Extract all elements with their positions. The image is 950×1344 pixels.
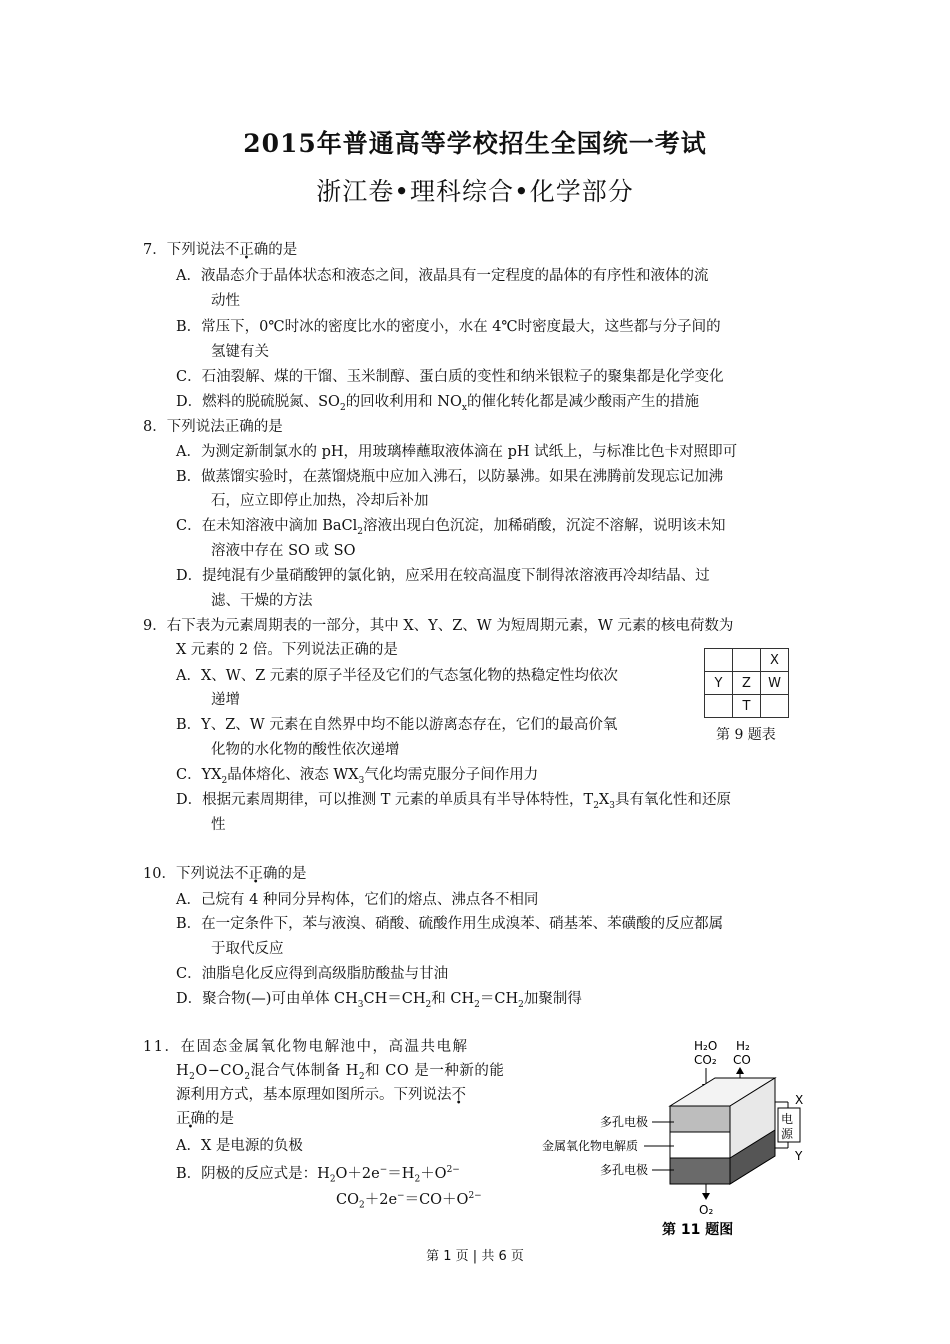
q9-stem-cont: X 元素的 2 倍。下列说法正确的是 (176, 642, 398, 658)
page-title: 2015年普通高等学校招生全国统一考试 (243, 129, 707, 158)
q7-option-c: C．石油裂解、煤的干馏、玉米制醇、蛋白质的变性和纳米银粒子的聚集都是化学变化 (176, 369, 724, 385)
figure-output-o2: O₂ (699, 1203, 714, 1217)
q10-stem: 10．下列说法不正确的是 (143, 866, 307, 882)
q9-option-b: B．Y、Z、W 元素在自然界中均不能以游离态存在，它们的最高价氧 (176, 717, 618, 733)
label-electrode-top: 多孔电极 (600, 1115, 649, 1129)
figure-input-co2: CO₂ (694, 1053, 717, 1067)
q8-option-a: A．为测定新制氯水的 pH，用玻璃棒蘸取液体滴在 pH 试纸上，与标准比色卡对照即可 (176, 444, 738, 460)
page-subtitle: 浙江卷•理科综合•化学部分 (316, 177, 634, 206)
q9-option-d: D．根据元素周期律，可以推测 T 元素的单质具有半导体特性，$T_2X_3$具有氧化性和还原 (176, 792, 731, 811)
table-caption: 第 9 题表 (716, 727, 776, 743)
label-electrolyte: 金属氧化物电解质 (542, 1139, 639, 1153)
table-cell (705, 695, 733, 718)
electrode-top (670, 1106, 730, 1132)
q11-option-b: B．阴极的反应式是：$H_2O+2e^-=H_2+O^{2-}$ (176, 1165, 460, 1185)
q9-option-d-cont: 性 (211, 817, 226, 833)
q9-option-b-cont: 化物的水化物的酸性依次递增 (211, 742, 400, 758)
figure-output-h2: H₂ (736, 1039, 750, 1053)
q11-stem-cont: 源利用方式，基本原理如图所示。下列说法不 (176, 1087, 466, 1103)
q11-option-b-cont: $CO_2+2e^-=CO+O^{2-}$ (336, 1191, 482, 1211)
terminal-y: Y (795, 1149, 803, 1163)
q11-stem-cont: $H_2O-CO_2$混合气体制备 $H_2$和 CO 是一种新的能 (176, 1063, 505, 1082)
q8-option-d-cont: 滤、干燥的方法 (211, 593, 313, 609)
arrow-o2-head-icon (702, 1193, 710, 1200)
q9-stem: 9．右下表为元素周期表的一部分，其中 X、Y、Z、W 为短周期元素，W 元素的核电荷数为 (143, 618, 734, 634)
figure-input-h2o: H₂O (694, 1039, 718, 1053)
q8-option-d: D．提纯混有少量硝酸钾的氯化钠，应采用在较高温度下制得浓溶液再冷却结晶、过 (176, 568, 710, 584)
q8-stem: 8．下列说法正确的是 (143, 419, 283, 435)
power-label-1: 电 (781, 1112, 794, 1126)
q8-option-c-cont: 溶液中存在 SO 或 SO (211, 543, 356, 559)
table-cell: Z (733, 672, 761, 695)
electrolyte-layer (670, 1132, 730, 1158)
table-cell (705, 649, 733, 672)
q8-option-c: C．在未知溶液中滴加 BaCl$_2$溶液出现白色沉淀，加稀硝酸，沉淀不溶解，说明该未知 (176, 518, 726, 537)
table-cell: Y (705, 672, 733, 695)
q9-option-a-cont: 递增 (211, 692, 240, 708)
q10-option-d: D．聚合物(—)可由单体 $CH_3CH=CH_2$和 $CH_2=CH_2$加聚制得 (176, 991, 582, 1010)
figure-caption: 第 11 题图 (662, 1222, 734, 1238)
q11-stem: 11．在固态金属氧化物电解池中，高温共电解 (143, 1039, 469, 1055)
q7-option-a: A．液晶态介于晶体状态和液态之间，液晶具有一定程度的晶体的有序性和液体的流 (176, 268, 709, 284)
periodic-table-fragment (704, 648, 789, 718)
q10-option-b-cont: 于取代反应 (211, 941, 284, 957)
q11-stem-cont: 正确的是 (176, 1111, 234, 1127)
electrolysis-cell-figure (540, 1036, 820, 1242)
table-cell (733, 649, 761, 672)
table-cell: T (733, 695, 761, 718)
q7-option-d: D．燃料的脱硫脱氮、$SO_2$的回收利用和 $NO_x$的催化转化都是减少酸雨产生的措施 (176, 394, 699, 413)
electrode-bottom (670, 1158, 730, 1184)
table-cell: X (761, 649, 789, 672)
terminal-x: X (795, 1093, 804, 1107)
label-electrode-bottom: 多孔电极 (600, 1163, 649, 1177)
table-cell: W (761, 672, 789, 695)
q8-option-b-cont: 石，应立即停止加热，冷却后补加 (211, 493, 429, 509)
table-cell (761, 695, 789, 718)
arrow-out-head-icon (736, 1067, 744, 1074)
q7-stem: 7．下列说法不正确的是 (143, 242, 298, 258)
q9-option-c: C．$YX_2$晶体熔化、液态 $WX_3$气化均需克服分子间作用力 (176, 767, 539, 786)
q9-option-a: A．X、W、Z 元素的原子半径及它们的气态氢化物的热稳定性均依次 (176, 668, 618, 684)
q11-option-a: A．X 是电源的负极 (176, 1138, 303, 1154)
figure-output-co: CO (733, 1053, 751, 1067)
q8-option-b: B．做蒸馏实验时，在蒸馏烧瓶中应加入沸石，以防暴沸。如果在沸腾前发现忘记加沸 (176, 469, 724, 485)
q10-option-a: A．己烷有 4 种同分异构体，它们的熔点、沸点各不相同 (176, 892, 539, 908)
q10-option-c: C．油脂皂化反应得到高级脂肪酸盐与甘油 (176, 966, 449, 982)
power-label-2: 源 (781, 1127, 794, 1141)
q10-option-b: B．在一定条件下，苯与液溴、硝酸、硫酸作用生成溴苯、硝基苯、苯磺酸的反应都属 (176, 916, 724, 932)
page-footer: 第 1 页 | 共 6 页 (426, 1249, 524, 1264)
q7-option-a-cont: 动性 (211, 293, 240, 309)
q7-option-b-cont: 氢键有关 (211, 344, 269, 360)
q7-option-b: B．常压下，0℃时冰的密度比水的密度小，水在 4℃时密度最大，这些都与分子间的 (176, 319, 721, 335)
